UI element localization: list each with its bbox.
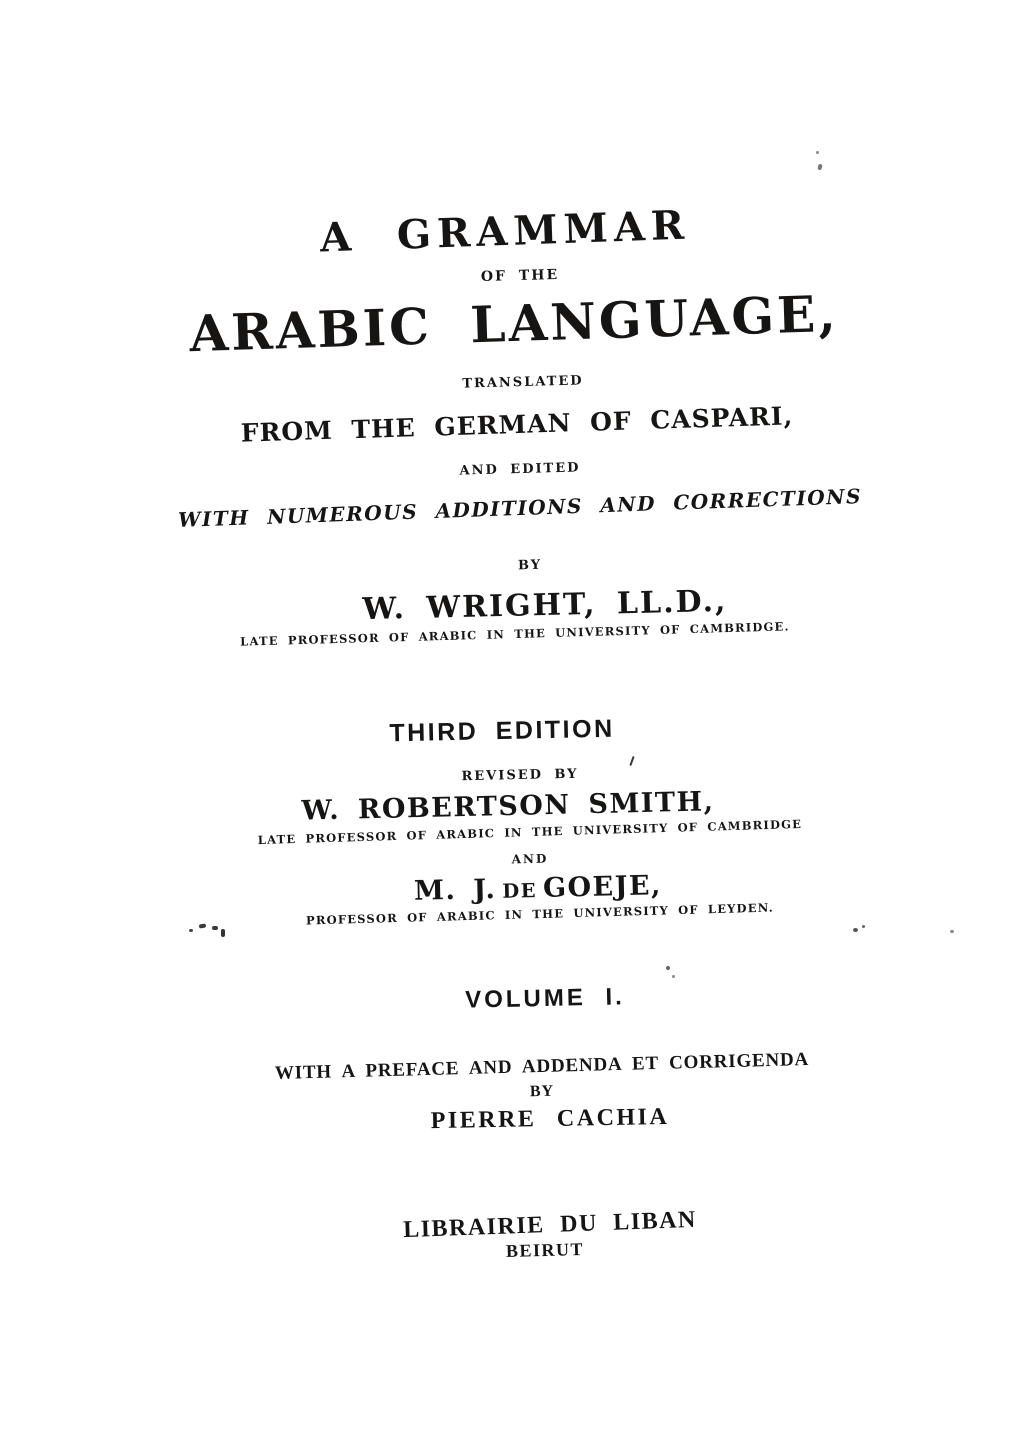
preface-author-name: PIERRE CACHIA [430,1103,670,1135]
scan-speck [862,925,865,928]
revised-by-label: REVISED BY [461,766,579,785]
author-affiliation: LATE PROFESSOR OF ARABIC IN THE UNIVERSITY OF CAMBRIDGE. [240,619,790,649]
title-connector-of-the: OF THE [480,266,560,286]
scan-speck [817,164,822,171]
scan-speck [221,929,225,937]
publisher-city: BEIRUT [505,1238,585,1262]
reviser2-name-initials: M. J. [413,873,497,907]
volume-label: VOLUME I. [464,983,626,1014]
preface-addenda-line: WITH A PREFACE AND ADDENDA ET CORRIGENDA [274,1049,810,1084]
scan-speck [853,928,858,932]
reviser1-affiliation: LATE PROFESSOR OF ARABIC IN THE UNIVERSITY OF CAMBRIDGE [257,816,803,848]
by-label-preface: BY [529,1082,555,1101]
scan-speck [212,926,218,930]
author-name: W. WRIGHT, LL.D., [362,583,728,628]
reviser1-name: W. ROBERTSON SMITH, [301,786,715,827]
scan-speck [950,930,954,933]
reviser2-name-surname: GOEJE, [542,870,663,904]
by-label-author: BY [517,557,543,574]
scan-speck [665,965,670,970]
scan-speck [189,929,193,932]
additions-corrections-line: WITH NUMEROUS ADDITIONS AND CORRECTIONS [177,484,863,532]
title-line-main: ARABIC LANGUAGE, [188,283,840,364]
title-line-top: A GRAMMAR [319,201,691,262]
and-connector: AND [511,851,549,867]
edition-label: THIRD EDITION [389,714,615,748]
and-edited-label: AND EDITED [459,460,581,479]
reviser2-affiliation: PROFESSOR OF ARABIC IN THE UNIVERSITY OF LEYDEN. [305,900,775,928]
scan-speck [629,756,634,766]
scan-speck [672,975,675,978]
reviser2-name-particle: DE [502,879,538,903]
translated-label: TRANSLATED [462,373,584,392]
translation-source-line: FROM THE GERMAN OF CASPARI, [240,401,794,448]
publisher-name: LIBRAIRIE DU LIBAN [402,1206,698,1244]
scan-speck [816,151,819,154]
